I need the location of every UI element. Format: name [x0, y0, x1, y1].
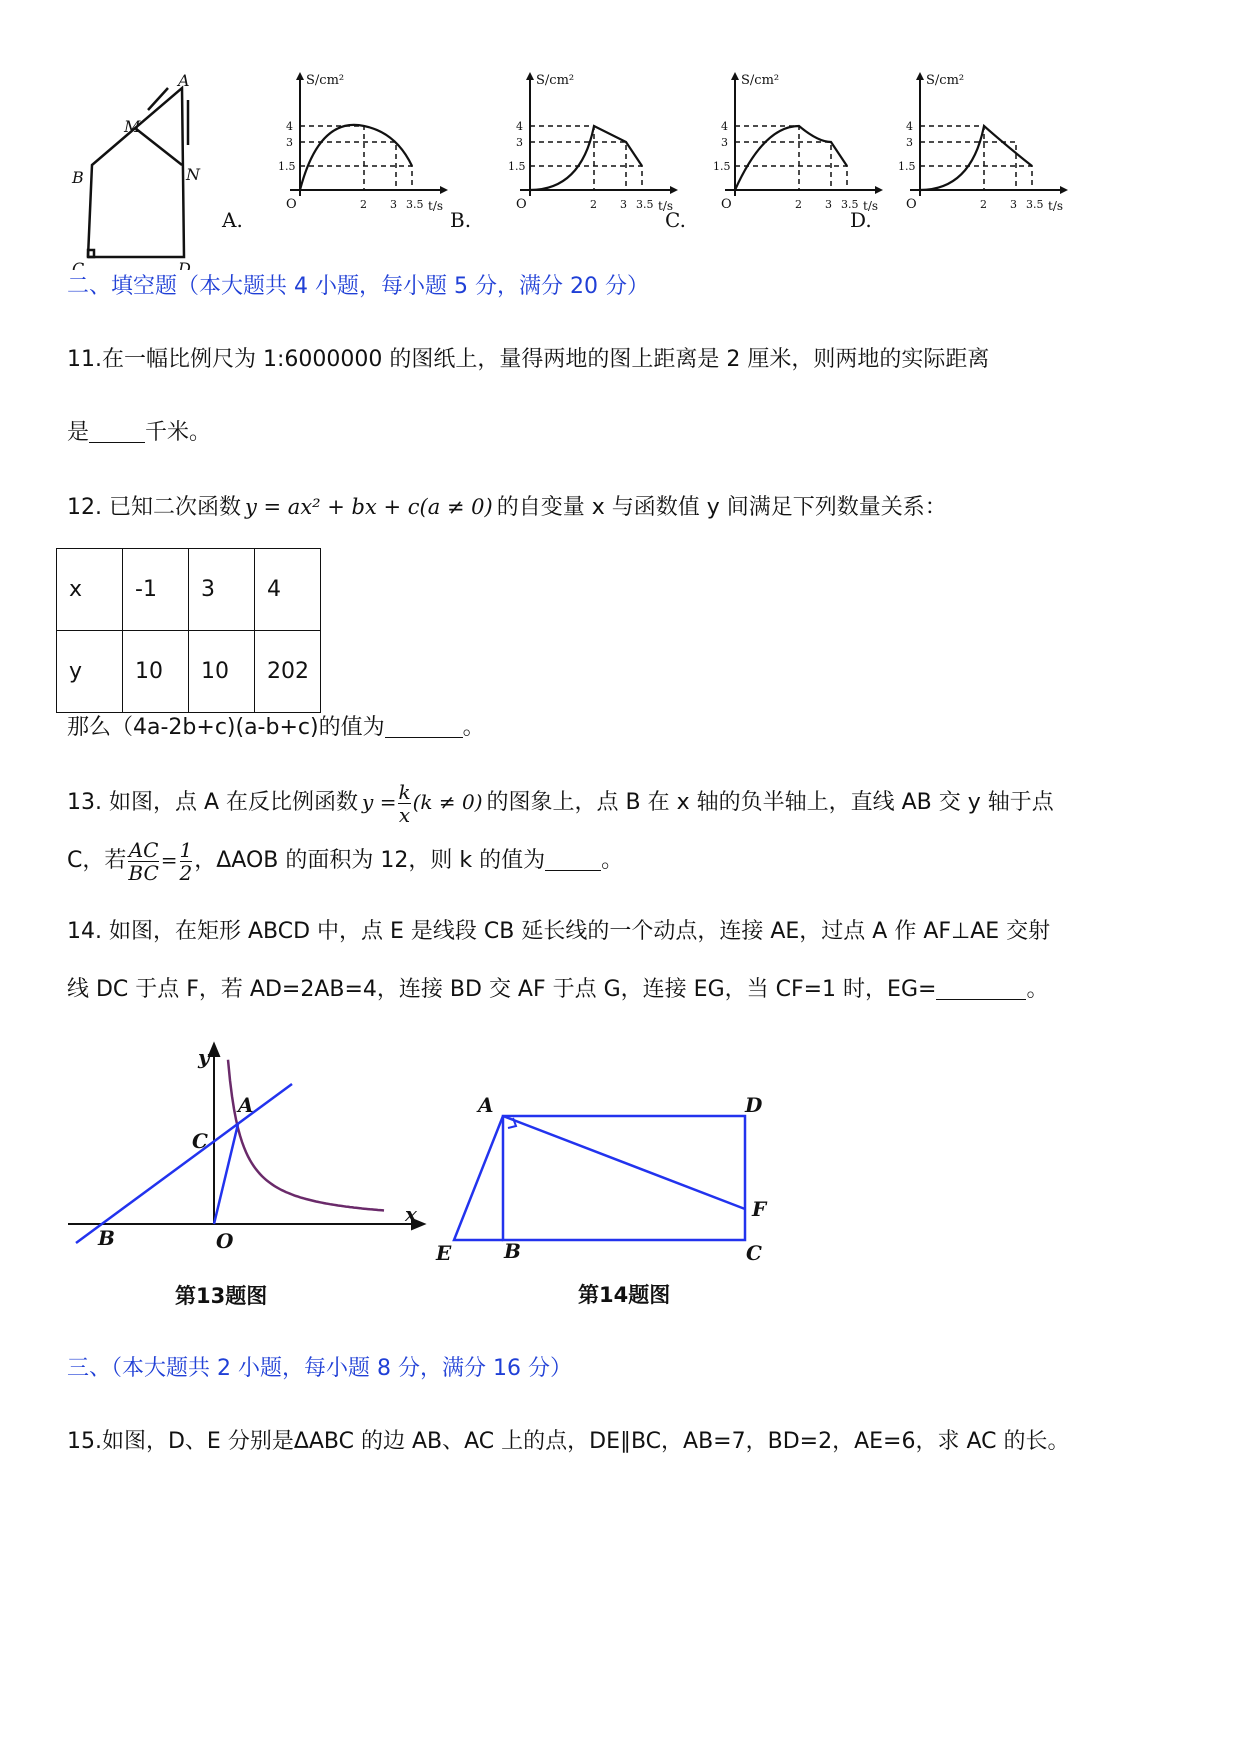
q11-answer-blank[interactable]	[89, 420, 145, 443]
origin-label: O	[516, 197, 527, 212]
figure-14-svg	[430, 1080, 810, 1320]
fig13-y-arrow	[209, 1044, 219, 1056]
fig14-rectangle-ABCD	[503, 1116, 745, 1240]
tick-label: 1.5	[713, 160, 731, 173]
option-D-label: D.	[850, 208, 872, 232]
q12-formula: y = ax² + bx + c(a ≠ 0)	[244, 495, 493, 519]
q11-line2	[67, 418, 211, 448]
table-row-x	[57, 549, 321, 631]
q14-answer-blank[interactable]	[936, 977, 1026, 1000]
q12-value-table	[56, 548, 321, 713]
option-curve	[300, 125, 412, 190]
q13-formula-fraction: $\frac{k}{x}$	[398, 779, 411, 827]
q14-line2-pre: 线 DC 于点 F，若 AD=2AB=4，连接 BD 交 AF 于点 G，连接 EG，当 CF=1 时，EG=	[67, 977, 937, 1002]
tick-label: 3	[516, 136, 523, 149]
option-graph-c	[713, 72, 883, 213]
q13-line2	[67, 830, 623, 890]
tick-label: 3.5	[636, 198, 654, 211]
table-cell: 10	[189, 631, 255, 713]
tick-label: 3	[825, 198, 832, 211]
tick-label: 2	[590, 198, 597, 211]
q13-line2-end: 。	[601, 848, 624, 873]
option-C-label: C.	[665, 208, 686, 232]
q13-formula-lhs: y =	[362, 790, 397, 814]
tick-label: 2	[795, 198, 802, 211]
option-graph-b	[508, 72, 678, 213]
q13-post: 的图象上，点 B 在 x 轴的负半轴上，直线 AB 交 y 轴于点	[486, 790, 1054, 815]
tick-label: 3.5	[841, 198, 859, 211]
q10-label-D: D	[178, 259, 191, 270]
q14-line2	[67, 975, 1048, 1005]
fig14-caption: 第14题图	[578, 1283, 671, 1307]
fig14-label-F: F	[752, 1197, 767, 1221]
fig13-label-x: x	[405, 1202, 417, 1226]
fig14-segment-AE	[454, 1116, 503, 1240]
option-curve	[735, 126, 847, 190]
tick-label: 2	[360, 198, 367, 211]
fig14-label-A: A	[478, 1093, 494, 1117]
table-cell: 10	[123, 631, 189, 713]
tick-label: 3	[620, 198, 627, 211]
tick-label: 2	[980, 198, 987, 211]
figure-13-svg	[60, 1040, 440, 1320]
tick-label: 3	[390, 198, 397, 211]
q10-geometry	[88, 88, 188, 257]
option-curve	[920, 126, 1032, 190]
q13-line1	[67, 772, 1054, 832]
q12-pre: 12. 已知二次函数	[67, 495, 241, 520]
y-axis-label: S/cm²	[536, 73, 575, 88]
q12-ask	[67, 713, 485, 743]
tick-label: 3	[286, 136, 293, 149]
q13-eq: =	[160, 848, 178, 872]
tick-label: 1.5	[898, 160, 916, 173]
fig14-label-C: C	[746, 1241, 762, 1265]
option-B-label: B.	[450, 208, 472, 232]
tick-label: 3	[1010, 198, 1017, 211]
q14-line2-post: 。	[1026, 977, 1049, 1002]
q10-label-B: B	[72, 168, 84, 187]
origin-label: O	[906, 197, 917, 212]
q12-line	[67, 492, 947, 523]
q13-line2-pre: C，若	[67, 848, 127, 873]
y-axis-label: S/cm²	[741, 73, 780, 88]
fig13-label-A: A	[238, 1093, 254, 1117]
x-axis-label: t/s	[658, 199, 674, 213]
q11-line2-pre: 是	[67, 420, 90, 445]
q10-figure-strip	[60, 70, 1180, 270]
fig13-label-y: y	[198, 1045, 210, 1069]
q13-ratio-fraction: $\frac{AC}{BC}$	[128, 837, 159, 885]
q10-figure-svg	[60, 70, 1180, 270]
q12-post: 的自变量 x 与函数值 y 间满足下列数量关系：	[496, 495, 947, 520]
option-graph-a	[278, 72, 448, 213]
tick-label: 4	[286, 120, 293, 133]
tick-label: 4	[516, 120, 523, 133]
tick-label: 4	[721, 120, 728, 133]
fig14-segment-AF	[503, 1116, 745, 1209]
q10-label-M: M	[124, 117, 141, 136]
tick-label: 1.5	[508, 160, 526, 173]
q10-label-C: C	[72, 259, 85, 270]
q13-answer-blank[interactable]	[545, 848, 601, 871]
tick-label: 3	[721, 136, 728, 149]
q13-line2-post: ，ΔAOB 的面积为 12，则 k 的值为	[194, 848, 546, 873]
option-A-label: A.	[222, 208, 243, 232]
y-axis-label: S/cm²	[306, 73, 345, 88]
fig13-label-B: B	[98, 1226, 115, 1250]
tick-label: 1.5	[278, 160, 296, 173]
table-cell: 202	[255, 631, 321, 713]
q14-line1: 14. 如图，在矩形 ABCD 中，点 E 是线段 CB 延长线的一个动点，连接 AE，过点 A 作 AF⊥AE 交射	[67, 919, 1051, 944]
table-cell: -1	[123, 549, 189, 631]
fig14-label-E: E	[436, 1241, 452, 1265]
origin-label: O	[286, 197, 297, 212]
tick-label: 4	[906, 120, 913, 133]
fig13-label-O: O	[216, 1229, 234, 1253]
table-row-y	[57, 631, 321, 713]
x-axis-label: t/s	[428, 199, 444, 213]
q11-line2-post: 千米。	[145, 420, 212, 445]
section2-title: 二、填空题（本大题共 4 小题，每小题 5 分，满分 20 分）	[67, 274, 649, 299]
table-cell: 3	[189, 549, 255, 631]
q13-formula-cond: (k ≠ 0)	[412, 790, 483, 814]
option-curve	[530, 126, 642, 190]
fig13-caption: 第13题图	[175, 1284, 268, 1308]
tick-label: 3.5	[406, 198, 424, 211]
q12-answer-blank[interactable]	[385, 715, 463, 738]
section3-title: 三、（本大题共 2 小题，每小题 8 分，满分 16 分）	[67, 1356, 572, 1381]
fig13-line-AB	[76, 1084, 292, 1243]
origin-label: O	[721, 197, 732, 212]
q15-text: 15.如图，D、E 分别是ΔABC 的边 AB、AC 上的点，DE∥BC，AB=7，BD=2，AE=6，求 AC 的长。	[67, 1429, 1070, 1454]
q12-ask-pre: 那么（4a-2b+c)(a-b+c)的值为	[67, 715, 385, 740]
q10-label-N: N	[186, 165, 200, 184]
q11-line1: 11.在一幅比例尺为 1:6000000 的图纸上，量得两地的图上距离是 2 厘米，则两地的实际距离	[67, 347, 990, 372]
q12-ask-post: 。	[462, 715, 485, 740]
q10-label-A: A	[178, 71, 190, 90]
x-axis-label: t/s	[863, 199, 879, 213]
figure-13	[60, 1040, 440, 1320]
fig14-label-B: B	[504, 1239, 521, 1263]
fig13-hyperbola	[228, 1060, 384, 1211]
y-axis-label: S/cm²	[926, 73, 965, 88]
table-cell: y	[57, 631, 123, 713]
fig13-label-C: C	[192, 1129, 208, 1153]
table-cell: 4	[255, 549, 321, 631]
table-cell: x	[57, 549, 123, 631]
q13-half-fraction: $\frac{1}{2}$	[179, 837, 193, 885]
option-graph-d	[898, 72, 1068, 213]
tick-label: 3.5	[1026, 198, 1044, 211]
fig14-label-D: D	[745, 1093, 763, 1117]
tick-label: 3	[906, 136, 913, 149]
q13-pre: 13. 如图，点 A 在反比例函数	[67, 790, 359, 815]
figure-14	[430, 1080, 810, 1320]
x-axis-label: t/s	[1048, 199, 1064, 213]
